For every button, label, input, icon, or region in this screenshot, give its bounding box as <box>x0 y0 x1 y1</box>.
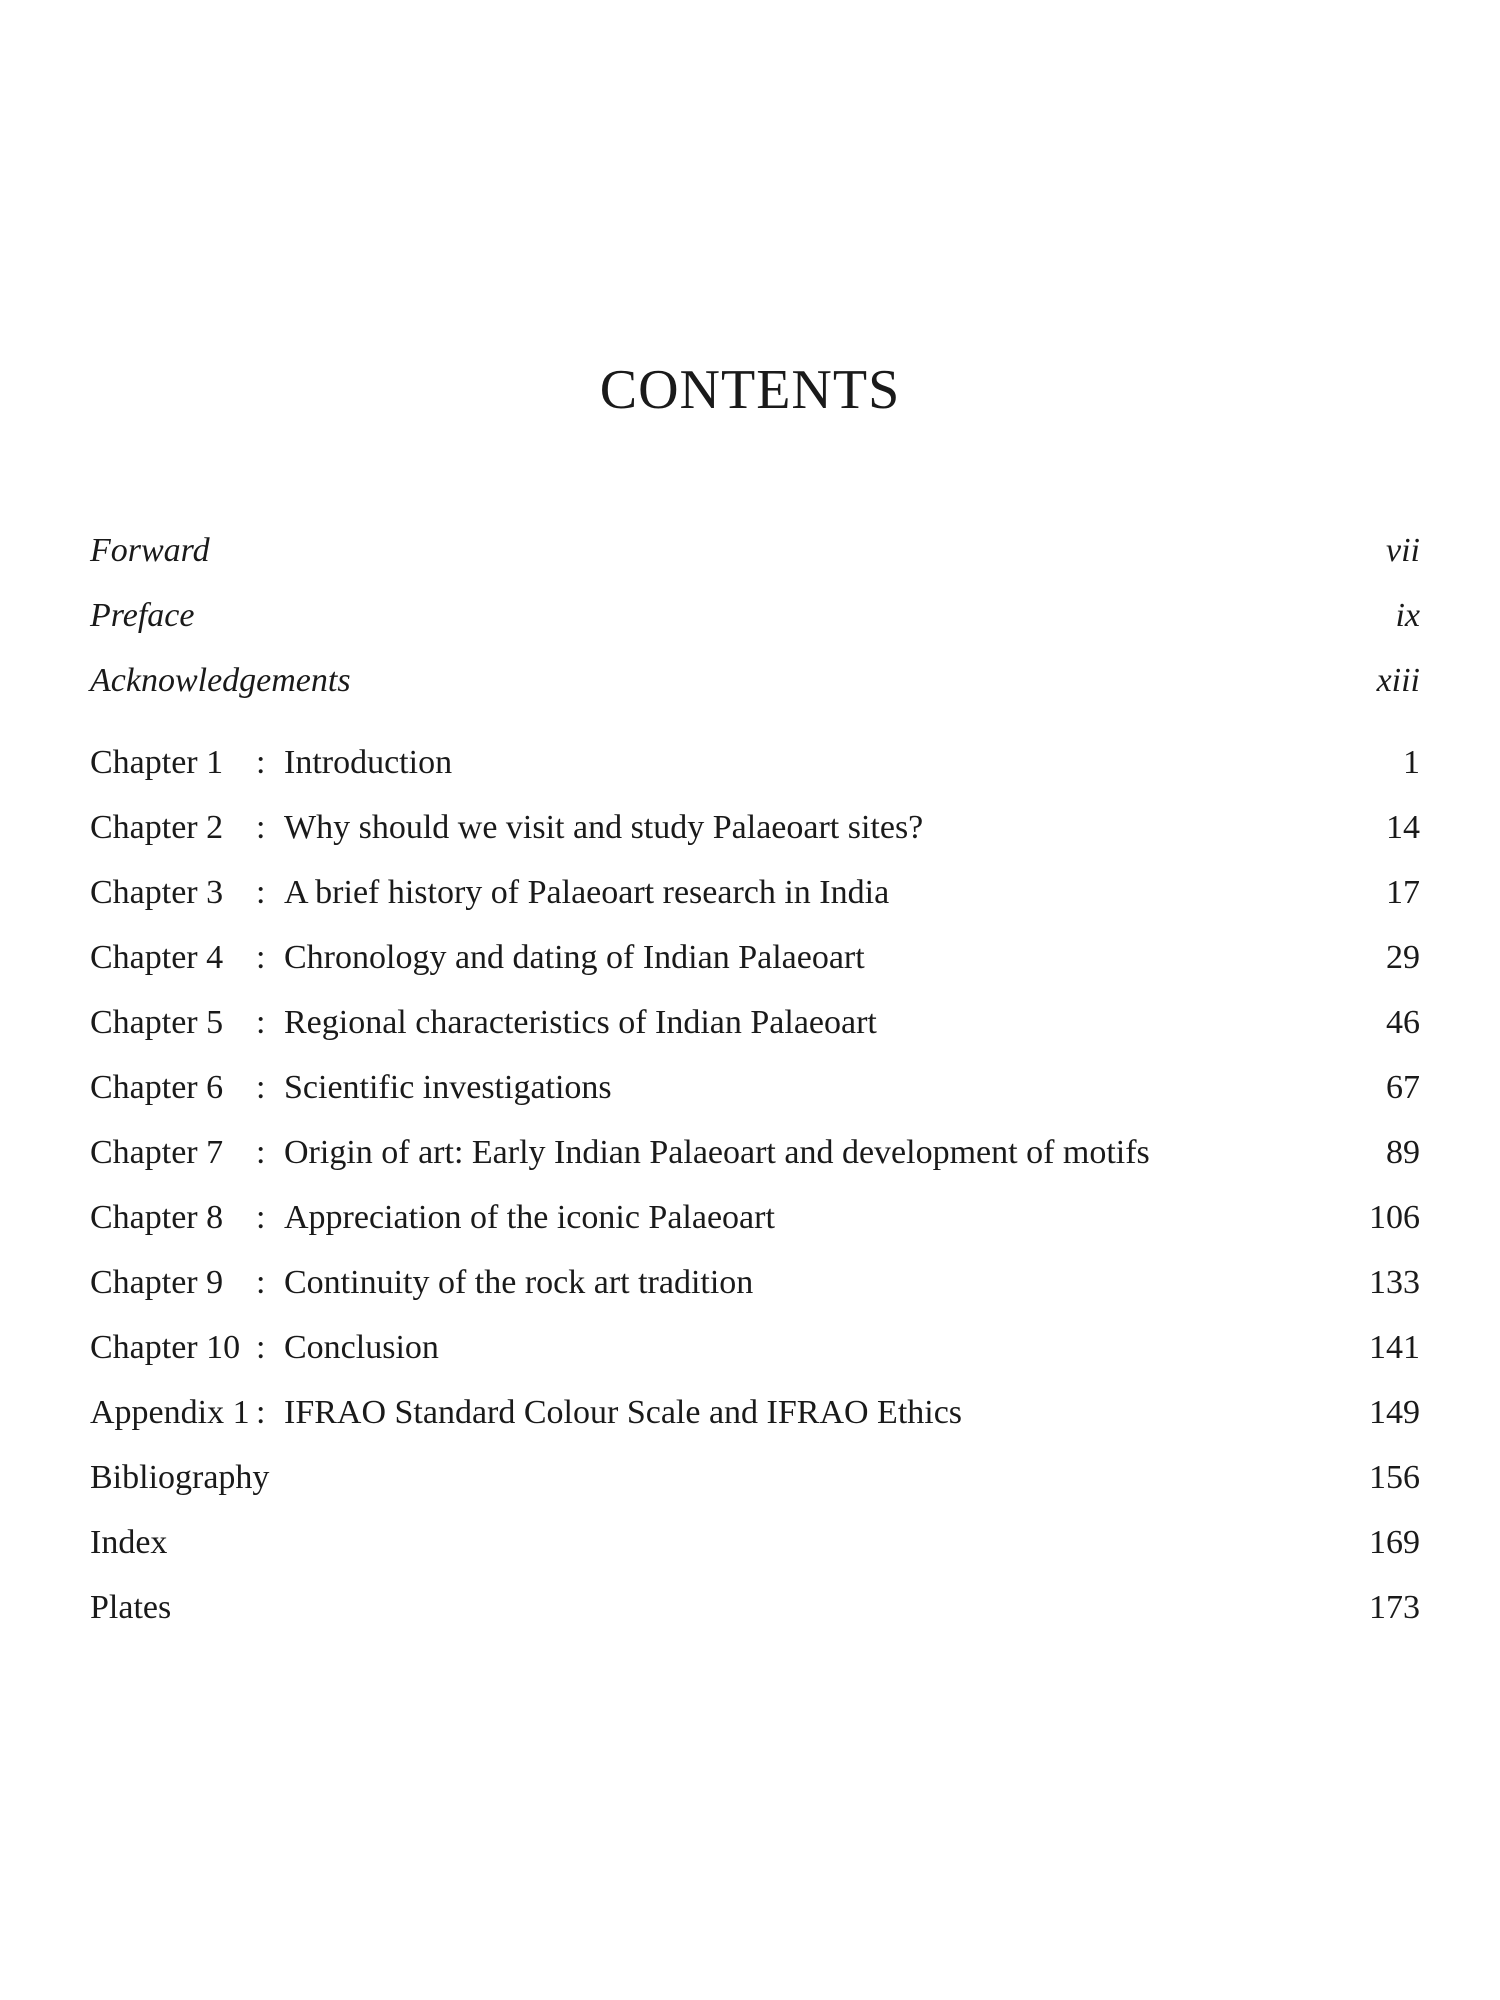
toc-page-number: 89 <box>1386 1134 1420 1171</box>
toc-entry-chapter-3 <box>90 868 1420 918</box>
toc-page-number: 14 <box>1386 809 1420 846</box>
toc-chapter-title: Why should we visit and study Palaeoart sites? <box>284 809 924 846</box>
toc-separator: : <box>256 874 266 911</box>
toc-entry-chapter-10 <box>90 1323 1420 1373</box>
toc-separator: : <box>256 1394 266 1431</box>
toc-chapter-label: Chapter 6 <box>90 1069 224 1106</box>
toc-entry-index <box>90 1518 1420 1568</box>
toc-page-number: ix <box>1395 597 1420 634</box>
toc-page-number: 67 <box>1386 1069 1420 1106</box>
toc-chapter-label: Chapter 8 <box>90 1199 224 1236</box>
toc-entry-chapter-8 <box>90 1193 1420 1243</box>
toc-page-number: 169 <box>1369 1524 1420 1561</box>
toc-entry-acknowledgements <box>90 656 1420 706</box>
toc-entry-label: Index <box>90 1524 168 1561</box>
toc-entry-chapter-6 <box>90 1063 1420 1113</box>
toc-entry-chapter-4 <box>90 933 1420 983</box>
toc-entry-label: Bibliography <box>90 1459 270 1496</box>
toc-page-number: 29 <box>1386 939 1420 976</box>
toc-page-number: 1 <box>1403 744 1420 781</box>
toc-separator: : <box>256 1069 266 1106</box>
toc-chapter-label: Chapter 1 <box>90 744 224 781</box>
toc-chapter-title: Origin of art: Early Indian Palaeoart and development of motifs <box>284 1134 1150 1171</box>
toc-separator: : <box>256 1264 266 1301</box>
toc-page-number: 149 <box>1369 1394 1420 1431</box>
toc-entry-chapter-7 <box>90 1128 1420 1178</box>
toc-entry-label: Acknowledgements <box>90 662 351 699</box>
toc-separator: : <box>256 1134 266 1171</box>
toc-chapter-title: A brief history of Palaeoart research in India <box>284 874 890 911</box>
toc-entry-label: Plates <box>90 1589 172 1626</box>
toc-chapter-title: Conclusion <box>284 1329 439 1366</box>
toc-entry-chapter-5 <box>90 998 1420 1048</box>
toc-entry-chapter-9 <box>90 1258 1420 1308</box>
toc-entry-plates <box>90 1583 1420 1633</box>
toc-entry-bibliography <box>90 1453 1420 1503</box>
toc-page-number: 106 <box>1369 1199 1420 1236</box>
toc-entry-label: Preface <box>90 597 195 634</box>
page-title: CONTENTS <box>599 359 901 421</box>
toc-separator: : <box>256 939 266 976</box>
toc-chapter-label: Chapter 7 <box>90 1134 224 1171</box>
toc-chapter-label: Chapter 3 <box>90 874 224 911</box>
toc-chapter-label: Chapter 5 <box>90 1004 224 1041</box>
toc-page-number: 156 <box>1369 1459 1420 1496</box>
toc-entry-appendix-1 <box>90 1388 1420 1438</box>
toc-separator: : <box>256 1004 266 1041</box>
toc-page-number: 46 <box>1386 1004 1420 1041</box>
toc-separator: : <box>256 809 266 846</box>
toc-chapter-title: Continuity of the rock art tradition <box>284 1264 754 1301</box>
toc-page-number: 141 <box>1369 1329 1420 1366</box>
toc-chapter-title: Regional characteristics of Indian Palaeoart <box>284 1004 877 1041</box>
toc-chapter-title: Scientific investigations <box>284 1069 612 1106</box>
toc-separator: : <box>256 1329 266 1366</box>
toc-entry-chapter-2 <box>90 803 1420 853</box>
toc-separator: : <box>256 744 266 781</box>
toc-chapter-title: Chronology and dating of Indian Palaeoart <box>284 939 865 976</box>
toc-page-number: 173 <box>1369 1589 1420 1626</box>
toc-entry-label: Forward <box>90 532 210 569</box>
toc-entry-chapter-1 <box>90 738 1420 788</box>
toc-entry-preface <box>90 591 1420 641</box>
toc-chapter-label: Chapter 2 <box>90 809 224 846</box>
toc-page-number: xiii <box>1376 662 1420 699</box>
toc-separator: : <box>256 1199 266 1236</box>
toc-entry-forward <box>90 526 1420 576</box>
toc-page-number: vii <box>1386 532 1420 569</box>
toc-chapter-label: Chapter 4 <box>90 939 224 976</box>
toc-chapter-label: Chapter 10 <box>90 1329 241 1366</box>
toc-chapter-title: IFRAO Standard Colour Scale and IFRAO Ethics <box>284 1394 963 1431</box>
toc-chapter-title: Appreciation of the iconic Palaeoart <box>284 1199 775 1236</box>
toc-chapter-label: Chapter 9 <box>90 1264 224 1301</box>
toc-chapter-title: Introduction <box>284 744 453 781</box>
toc-chapter-label: Appendix 1 <box>90 1394 250 1431</box>
toc-page-number: 133 <box>1369 1264 1420 1301</box>
toc-page-number: 17 <box>1386 874 1420 911</box>
